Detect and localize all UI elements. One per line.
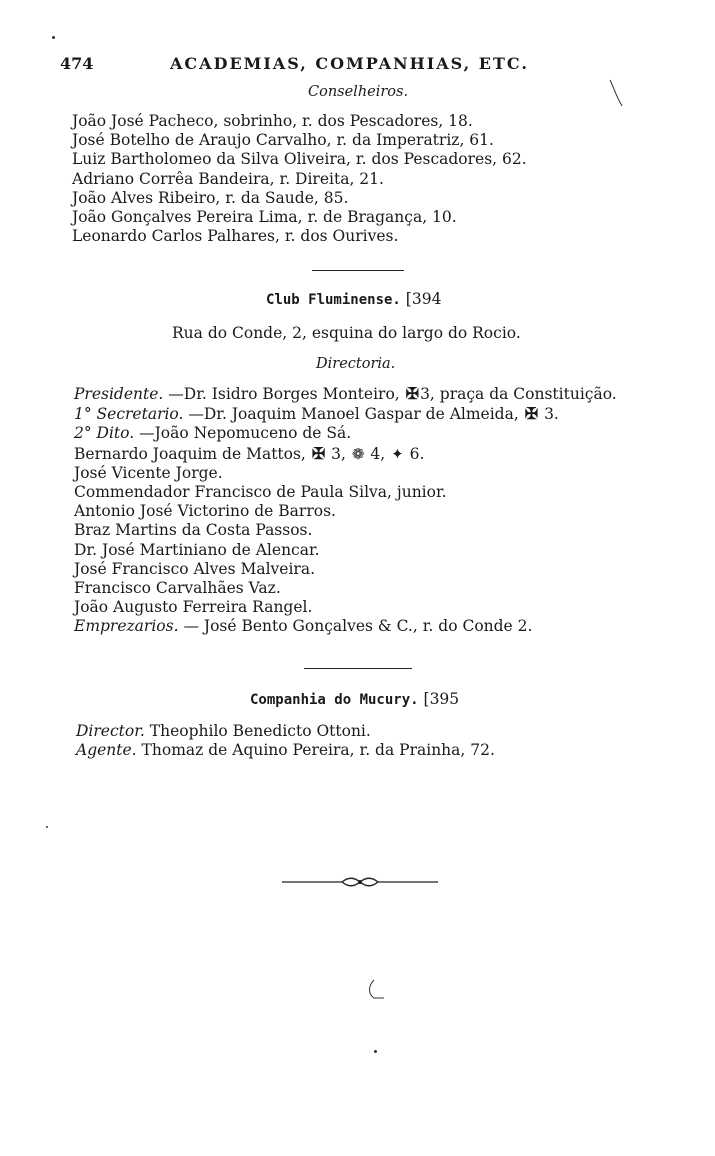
president-order: 3, praça da Constituição.: [420, 385, 617, 403]
section-divider: [304, 668, 412, 669]
secretary-name: —Dr. Joaquim Manoel Gaspar de Almeida,: [188, 405, 519, 424]
dito-label: 2° Dito.: [74, 424, 135, 443]
dito-name: —João Nepomuceno de Sá.: [139, 424, 352, 443]
bernardo-star-grade: 6.: [409, 444, 425, 463]
director-name: Theophilo Benedicto Ottoni.: [149, 722, 371, 740]
running-head: [60, 54, 660, 76]
president-line: [74, 384, 617, 404]
bernardo-line: [74, 444, 617, 464]
stray-mark-icon: [608, 78, 626, 108]
closing-ornament-icon: [282, 875, 438, 889]
club-address: Rua do Conde, 2, esquina do largo do Rocio.: [172, 324, 521, 342]
list-item: José Vicente Jorge.: [74, 463, 223, 482]
agente-name: Thomaz de Aquino Pereira, r. da Prainha, 72.: [141, 741, 495, 760]
secretary-label: 1° Secretario.: [74, 405, 184, 424]
empresarios-text: — José Bento Gonçalves & C., r. do Conde 2.: [183, 617, 533, 636]
page-number: 474: [60, 54, 94, 73]
list-item: Antonio José Victorino de Barros.: [74, 502, 336, 521]
cross-order-icon: ✠: [405, 384, 420, 403]
club-section-title: [266, 290, 441, 308]
president-label: Presidente.: [74, 385, 164, 403]
director-label: Director.: [76, 722, 145, 740]
list-item: Braz Martins da Costa Passos.: [74, 521, 313, 540]
list-item: João Augusto Ferreira Rangel.: [74, 598, 313, 617]
rose-order-icon: ❁: [351, 444, 365, 463]
directoria-list: [74, 384, 617, 637]
section-divider: [312, 270, 404, 271]
list-item: José Francisco Alves Malveira.: [74, 559, 316, 578]
dust-speck: [46, 826, 48, 828]
dust-speck: [374, 1050, 377, 1053]
bernardo-rose-grade: 4,: [370, 444, 386, 463]
bernardo-cross-grade: 3,: [331, 444, 346, 463]
page-header-title: ACADEMIAS, COMPANHIAS, ETC.: [170, 54, 529, 73]
conselheiros-heading: Conselheiros.: [308, 84, 409, 100]
conselheiros-list: [72, 112, 527, 246]
mucury-name: Companhia do Mucury.: [250, 692, 419, 708]
club-name: Club Fluminense.: [266, 292, 401, 308]
list-item: João José Pacheco, sobrinho, r. dos Pescadores, 18.: [72, 112, 473, 130]
list-item: Luiz Bartholomeo da Silva Oliveira, r. dos Pescadores, 62.: [72, 150, 527, 169]
cross-order-icon: ✠: [524, 404, 539, 424]
directoria-heading: Directoria.: [316, 356, 396, 372]
mucury-section-title: [250, 690, 459, 708]
agente-label: Agente.: [76, 741, 137, 760]
list-item: Dr. José Martiniano de Alencar.: [74, 540, 320, 559]
mucury-list: [76, 722, 495, 760]
list-item: Commendador Francisco de Paula Silva, junior.: [74, 483, 447, 502]
bernardo-name: Bernardo Joaquim de Mattos,: [74, 444, 306, 463]
cross-order-icon: ✠: [311, 443, 326, 463]
star-order-icon: ✦: [391, 444, 404, 463]
dust-speck: [52, 36, 55, 39]
secretary-order: 3.: [544, 405, 559, 424]
list-item: João Alves Ribeiro, r. da Saude, 85.: [72, 188, 349, 207]
mucury-number: [395: [423, 690, 460, 708]
secretary-line: [74, 404, 617, 424]
list-item: Francisco Carvalhães Vaz.: [74, 579, 281, 598]
list-item: Adriano Corrêa Bandeira, r. Direita, 21.: [72, 169, 384, 188]
empresarios-label: Emprezarios.: [74, 617, 179, 636]
president-name: —Dr. Isidro Borges Monteiro,: [168, 385, 400, 403]
agente-line: [76, 741, 495, 760]
list-item: José Botelho de Araujo Carvalho, r. da Imperatriz, 61.: [72, 131, 494, 150]
dito-line: [74, 424, 617, 443]
club-number: [394: [405, 290, 442, 308]
stray-mark-icon: [366, 978, 388, 1002]
director-line: [76, 722, 495, 741]
empresarios-line: [74, 617, 617, 636]
list-item: Leonardo Carlos Palhares, r. dos Ourives.: [72, 227, 399, 246]
list-item: João Gonçalves Pereira Lima, r. de Bragança, 10.: [72, 208, 457, 227]
